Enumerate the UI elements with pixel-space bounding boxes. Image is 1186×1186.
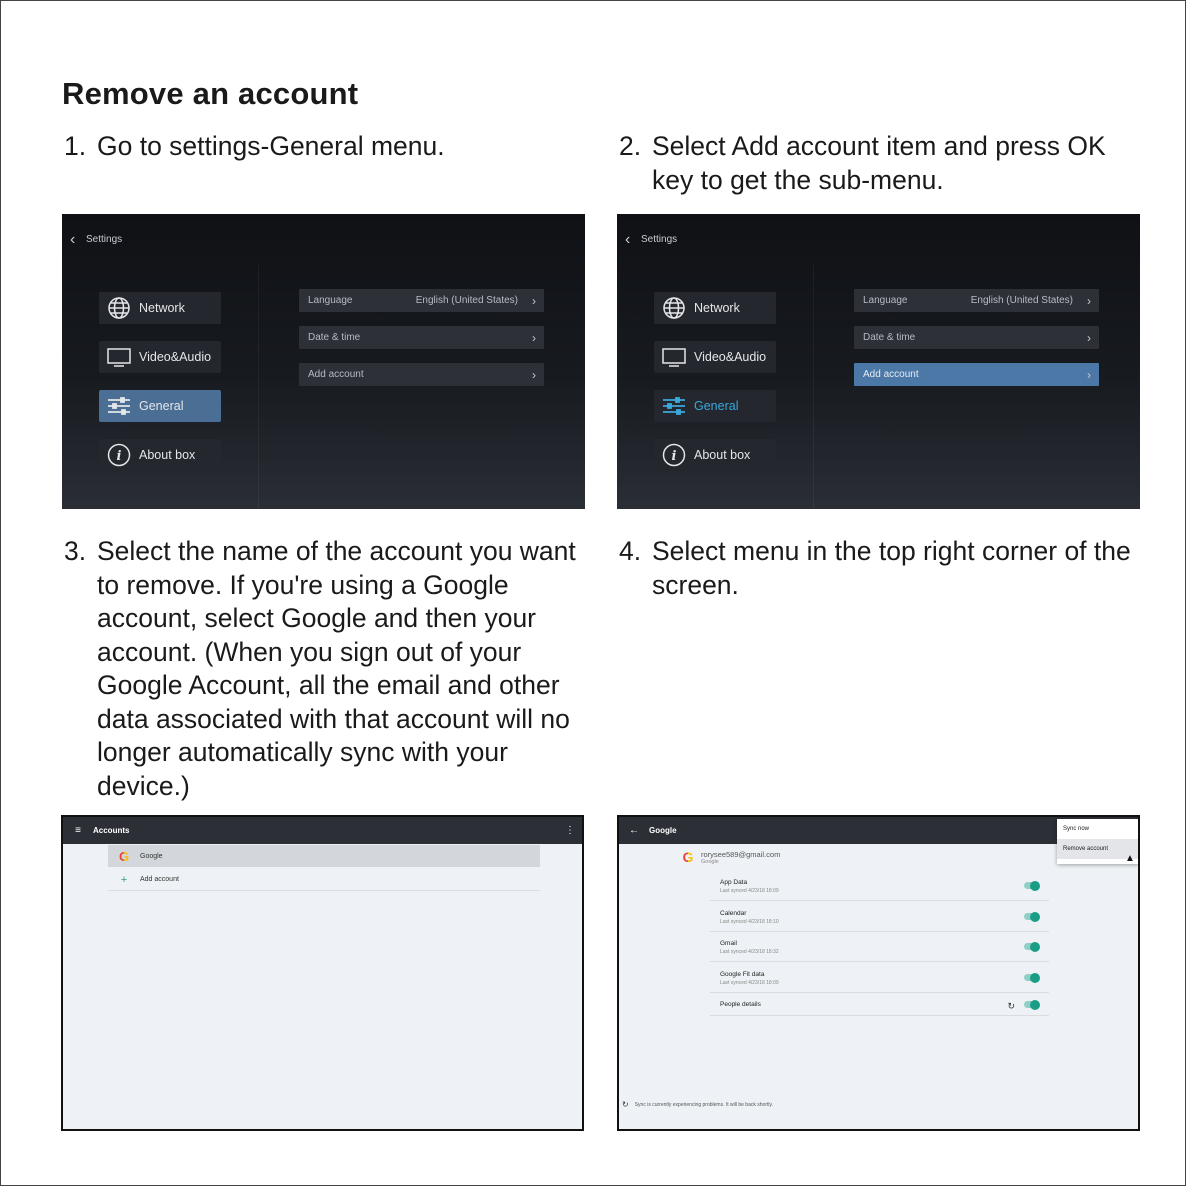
row-add-account[interactable] bbox=[854, 363, 1099, 386]
step-text: Select the name of the account you want to remove. If you're using a Google account, select Google and then your account. (When you sign out of your Google Account, all the email and other data associated with that account will no longer automatically sync with your device.) bbox=[97, 536, 576, 801]
row-label: Language bbox=[863, 295, 908, 306]
step-1 bbox=[64, 130, 584, 164]
sync-item-time: Last synced 4/23/18 18:10 bbox=[720, 919, 779, 925]
step-4 bbox=[619, 535, 1139, 602]
sync-row-app-data[interactable] bbox=[710, 871, 1049, 901]
sync-item-name: Google Fit data bbox=[720, 971, 765, 978]
menu-label: Video&Audio bbox=[139, 350, 212, 364]
sync-item-name: Calendar bbox=[720, 910, 747, 917]
menu-option-sync-now[interactable]: Sync now bbox=[1063, 826, 1090, 832]
accounts-screenshot bbox=[61, 815, 584, 1131]
menu-label: About box bbox=[139, 448, 196, 462]
row-add-account[interactable] bbox=[299, 363, 544, 386]
row-value: English (United States) bbox=[970, 295, 1073, 306]
sync-toggle[interactable] bbox=[1024, 974, 1039, 981]
settings-title: Settings bbox=[86, 234, 123, 245]
menu-label: Network bbox=[694, 301, 740, 315]
account-label: Add account bbox=[140, 876, 179, 883]
row-label: Add account bbox=[308, 369, 364, 380]
page-title: Remove an account bbox=[62, 76, 359, 111]
menu-label: Network bbox=[139, 301, 185, 315]
menu-option-remove-account[interactable]: Remove account bbox=[1057, 839, 1139, 859]
sliders-icon bbox=[662, 394, 686, 418]
chevron-right-icon: › bbox=[532, 293, 536, 308]
google-logo-icon: G bbox=[675, 849, 701, 865]
step-number: 4. bbox=[619, 536, 642, 566]
sync-item-time: Last synced 4/23/18 18:32 bbox=[720, 949, 779, 955]
sync-toggle[interactable] bbox=[1024, 882, 1039, 889]
sync-toggle[interactable] bbox=[1024, 1001, 1039, 1008]
menu-video-audio[interactable] bbox=[99, 341, 221, 373]
info-icon bbox=[662, 443, 686, 467]
chevron-right-icon: › bbox=[532, 367, 536, 382]
settings-title: Settings bbox=[641, 234, 678, 245]
account-provider: Google bbox=[701, 858, 719, 865]
back-arrow-icon[interactable]: ← bbox=[629, 825, 639, 836]
menu-network[interactable] bbox=[654, 292, 776, 324]
menu-network[interactable] bbox=[99, 292, 221, 324]
sync-toggle[interactable] bbox=[1024, 943, 1039, 950]
step-text: Select menu in the top right corner of the screen. bbox=[652, 536, 1131, 600]
settings-screenshot-1 bbox=[62, 214, 585, 509]
sync-icon: ↻ bbox=[1007, 1001, 1015, 1011]
menu-label: General bbox=[139, 399, 184, 413]
info-icon bbox=[107, 443, 131, 467]
row-label: Language bbox=[308, 295, 353, 306]
monitor-icon bbox=[662, 345, 686, 369]
chevron-right-icon: › bbox=[1087, 367, 1091, 382]
menu-about-box[interactable] bbox=[654, 439, 776, 471]
row-date-time[interactable] bbox=[299, 326, 544, 349]
menu-label: General bbox=[694, 399, 739, 413]
sync-status-text: Sync is currently experiencing problems. It will be back shortly. bbox=[634, 1101, 773, 1108]
menu-general[interactable] bbox=[99, 390, 221, 422]
google-account-header bbox=[675, 849, 780, 865]
overflow-menu-icon[interactable]: ⋮ bbox=[565, 825, 575, 836]
chevron-right-icon: › bbox=[532, 330, 536, 345]
sync-item-name: People details bbox=[720, 1001, 761, 1008]
step-number: 2. bbox=[619, 131, 642, 161]
menu-video-audio[interactable] bbox=[654, 341, 776, 373]
back-arrow-icon[interactable]: ‹ bbox=[70, 231, 76, 248]
step-2 bbox=[619, 130, 1139, 197]
step-number: 3. bbox=[64, 536, 87, 566]
step-text: Select Add account item and press OK key to get the sub-menu. bbox=[652, 131, 1106, 195]
sync-item-time: Last synced 4/23/18 18:09 bbox=[720, 888, 779, 894]
sync-status-message bbox=[622, 1100, 773, 1109]
settings-screenshot-2 bbox=[617, 214, 1140, 509]
menu-label: About box bbox=[694, 448, 751, 462]
google-logo-icon: G bbox=[108, 849, 140, 864]
app-bar-title: Accounts bbox=[93, 826, 130, 835]
row-label: Add account bbox=[863, 369, 919, 380]
row-value: English (United States) bbox=[415, 295, 518, 306]
google-account-screenshot bbox=[617, 815, 1140, 1131]
menu-general[interactable] bbox=[654, 390, 776, 422]
sliders-icon bbox=[107, 394, 131, 418]
back-arrow-icon[interactable]: ‹ bbox=[625, 231, 631, 248]
sync-row-people-details[interactable] bbox=[710, 993, 1049, 1016]
row-label: Date & time bbox=[308, 332, 361, 343]
sync-toggle[interactable] bbox=[1024, 913, 1039, 920]
globe-icon bbox=[107, 296, 131, 320]
account-label: Google bbox=[140, 852, 163, 860]
chevron-right-icon: › bbox=[1087, 293, 1091, 308]
chevron-right-icon: › bbox=[1087, 330, 1091, 345]
menu-about-box[interactable] bbox=[99, 439, 221, 471]
mouse-cursor-icon: ▲ bbox=[1125, 853, 1135, 864]
add-account-item[interactable] bbox=[108, 869, 540, 891]
globe-icon bbox=[662, 296, 686, 320]
menu-label: Video&Audio bbox=[694, 350, 767, 364]
hamburger-menu-icon[interactable]: ≡ bbox=[75, 825, 81, 836]
account-item-google[interactable] bbox=[108, 845, 540, 867]
plus-icon: + bbox=[120, 873, 128, 886]
row-language[interactable] bbox=[299, 289, 544, 312]
row-label: Date & time bbox=[863, 332, 916, 343]
sync-problem-icon: ↻ bbox=[622, 1100, 629, 1109]
sync-row-gmail[interactable] bbox=[710, 932, 1049, 962]
step-number: 1. bbox=[64, 131, 87, 161]
account-email: rorysee589@gmail.com bbox=[701, 849, 781, 859]
svg-text:i: i bbox=[671, 449, 677, 464]
monitor-icon bbox=[107, 345, 131, 369]
divider bbox=[813, 264, 814, 509]
sync-item-time: Last synced 4/23/18 18:09 bbox=[720, 980, 779, 986]
app-bar bbox=[63, 817, 582, 844]
sync-item-name: Gmail bbox=[720, 940, 737, 947]
sync-item-name: App Data bbox=[720, 879, 748, 886]
step-text: Go to settings-General menu. bbox=[97, 131, 445, 161]
row-date-time[interactable] bbox=[854, 326, 1099, 349]
sync-row-calendar[interactable] bbox=[710, 902, 1049, 932]
sync-row-google-fit[interactable] bbox=[710, 963, 1049, 993]
row-language[interactable] bbox=[854, 289, 1099, 312]
step-3 bbox=[64, 535, 604, 803]
app-bar-title: Google bbox=[649, 826, 677, 835]
divider bbox=[258, 264, 259, 509]
svg-text:i: i bbox=[116, 449, 122, 464]
